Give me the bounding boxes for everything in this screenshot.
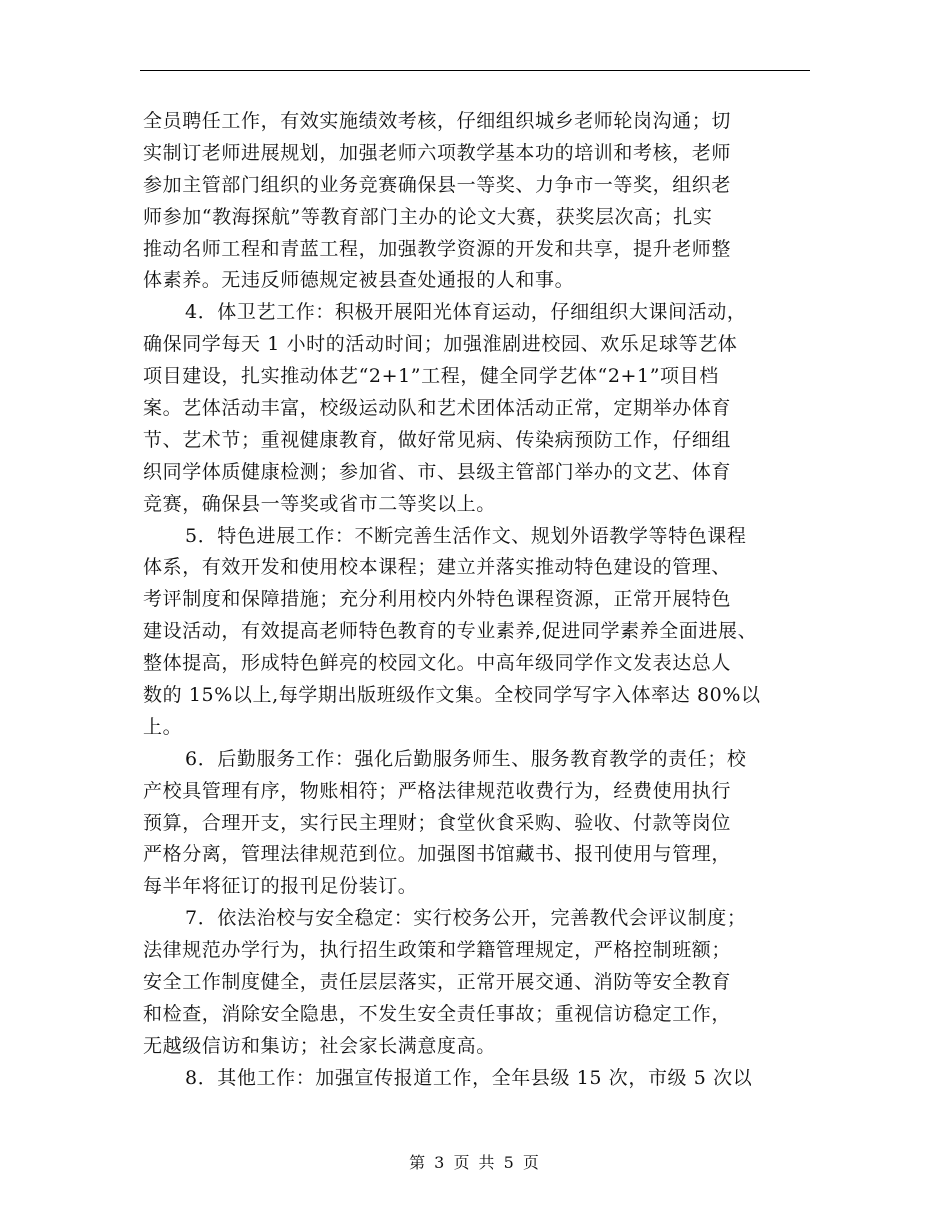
text-line: 体系，有效开发和使用校本课程；建立并落实推动特色建设的管理、 [143,556,732,579]
text-line: 竞赛，确保县一等奖或省市二等奖以上。 [143,492,496,515]
text-line: 全员聘任工作，有效实施绩效考核，仔细组织城乡老师轮岗沟通；切 [143,110,732,132]
text-line: 考评制度和保障措施；充分利用校内外特色课程资源，正常开展特色 [143,588,732,611]
text-line: 上。 [143,715,183,738]
text-line: 建设活动，有效提高老师特色教育的专业素养,促进同学素养全面进展、 [143,620,758,643]
text-line: 实制订老师进展规划，加强老师六项教学基本功的培训和考核，老师 [143,141,732,164]
page-footer: 第 3 页 共 5 页 [409,1153,541,1172]
text-line: 5．特色进展工作：不断完善生活作文、规划外语教学等特色课程 [185,524,747,547]
text-line: 预算，合理开支，实行民主理财；食堂伙食采购、验收、付款等岗位 [143,811,732,834]
text-line: 案。艺体活动丰富，校级运动队和艺术团体活动正常，定期举办体育 [143,397,732,420]
text-line: 师参加“教海探航”等教育部门主办的论文大赛，获奖层次高；扎实 [143,205,713,228]
text-line: 项目建设，扎实推动体艺“2+1”工程，健全同学艺体“2+1”项目档 [143,365,719,388]
text-line: 8．其他工作：加强宣传报道工作，全年县级 15 次，市级 5 次以 [185,1066,753,1089]
text-line: 无越级信访和集访；社会家长满意度高。 [143,1034,496,1057]
text-line: 体素养。无违反师德规定被县查处通报的人和事。 [143,269,575,292]
text-line: 产校具管理有序，物账相符；严格法律规范收费行为，经费使用执行 [143,779,732,802]
text-line: 和检查，消除安全隐患，不发生安全责任事故；重视信访稳定工作， [143,1002,732,1025]
text-line: 每半年将征订的报刊足份装订。 [143,875,418,898]
text-line: 4．体卫艺工作：积极开展阳光体育运动，仔细组织大课间活动， [185,301,747,324]
text-line: 7．依法治校与安全稳定：实行校务公开，完善教代会评议制度； [185,907,747,930]
text-line: 数的 15%以上,每学期出版班级作文集。全校同学写字入体率达 80%以 [143,684,761,707]
text-line: 织同学体质健康检测；参加省、市、县级主管部门举办的文艺、体育 [143,460,732,483]
text-line: 法律规范办学行为，执行招生政策和学籍管理规定，严格控制班额； [143,939,732,962]
text-line: 确保同学每天 1 小时的活动时间；加强淮剧进校园、欢乐足球等艺体 [143,333,738,356]
document-body [143,106,823,1095]
text-line: 6．后勤服务工作：强化后勤服务师生、服务教育教学的责任；校 [185,747,747,770]
text-line: 安全工作制度健全，责任层层落实，正常开展交通、消防等安全教育 [143,971,732,994]
text-line: 整体提高，形成特色鲜亮的校园文化。中高年级同学作文发表达总人 [143,652,732,675]
header-rule [140,70,810,71]
text-line: 严格分离，管理法律规范到位。加强图书馆藏书、报刊使用与管理， [143,843,732,866]
text-line: 参加主管部门组织的业务竞赛确保县一等奖、力争市一等奖，组织老 [143,173,732,196]
text-line: 节、艺术节；重视健康教育，做好常见病、传染病预防工作，仔细组 [143,428,732,451]
text-line: 推动名师工程和青蓝工程，加强教学资源的开发和共享，提升老师整 [143,237,732,260]
